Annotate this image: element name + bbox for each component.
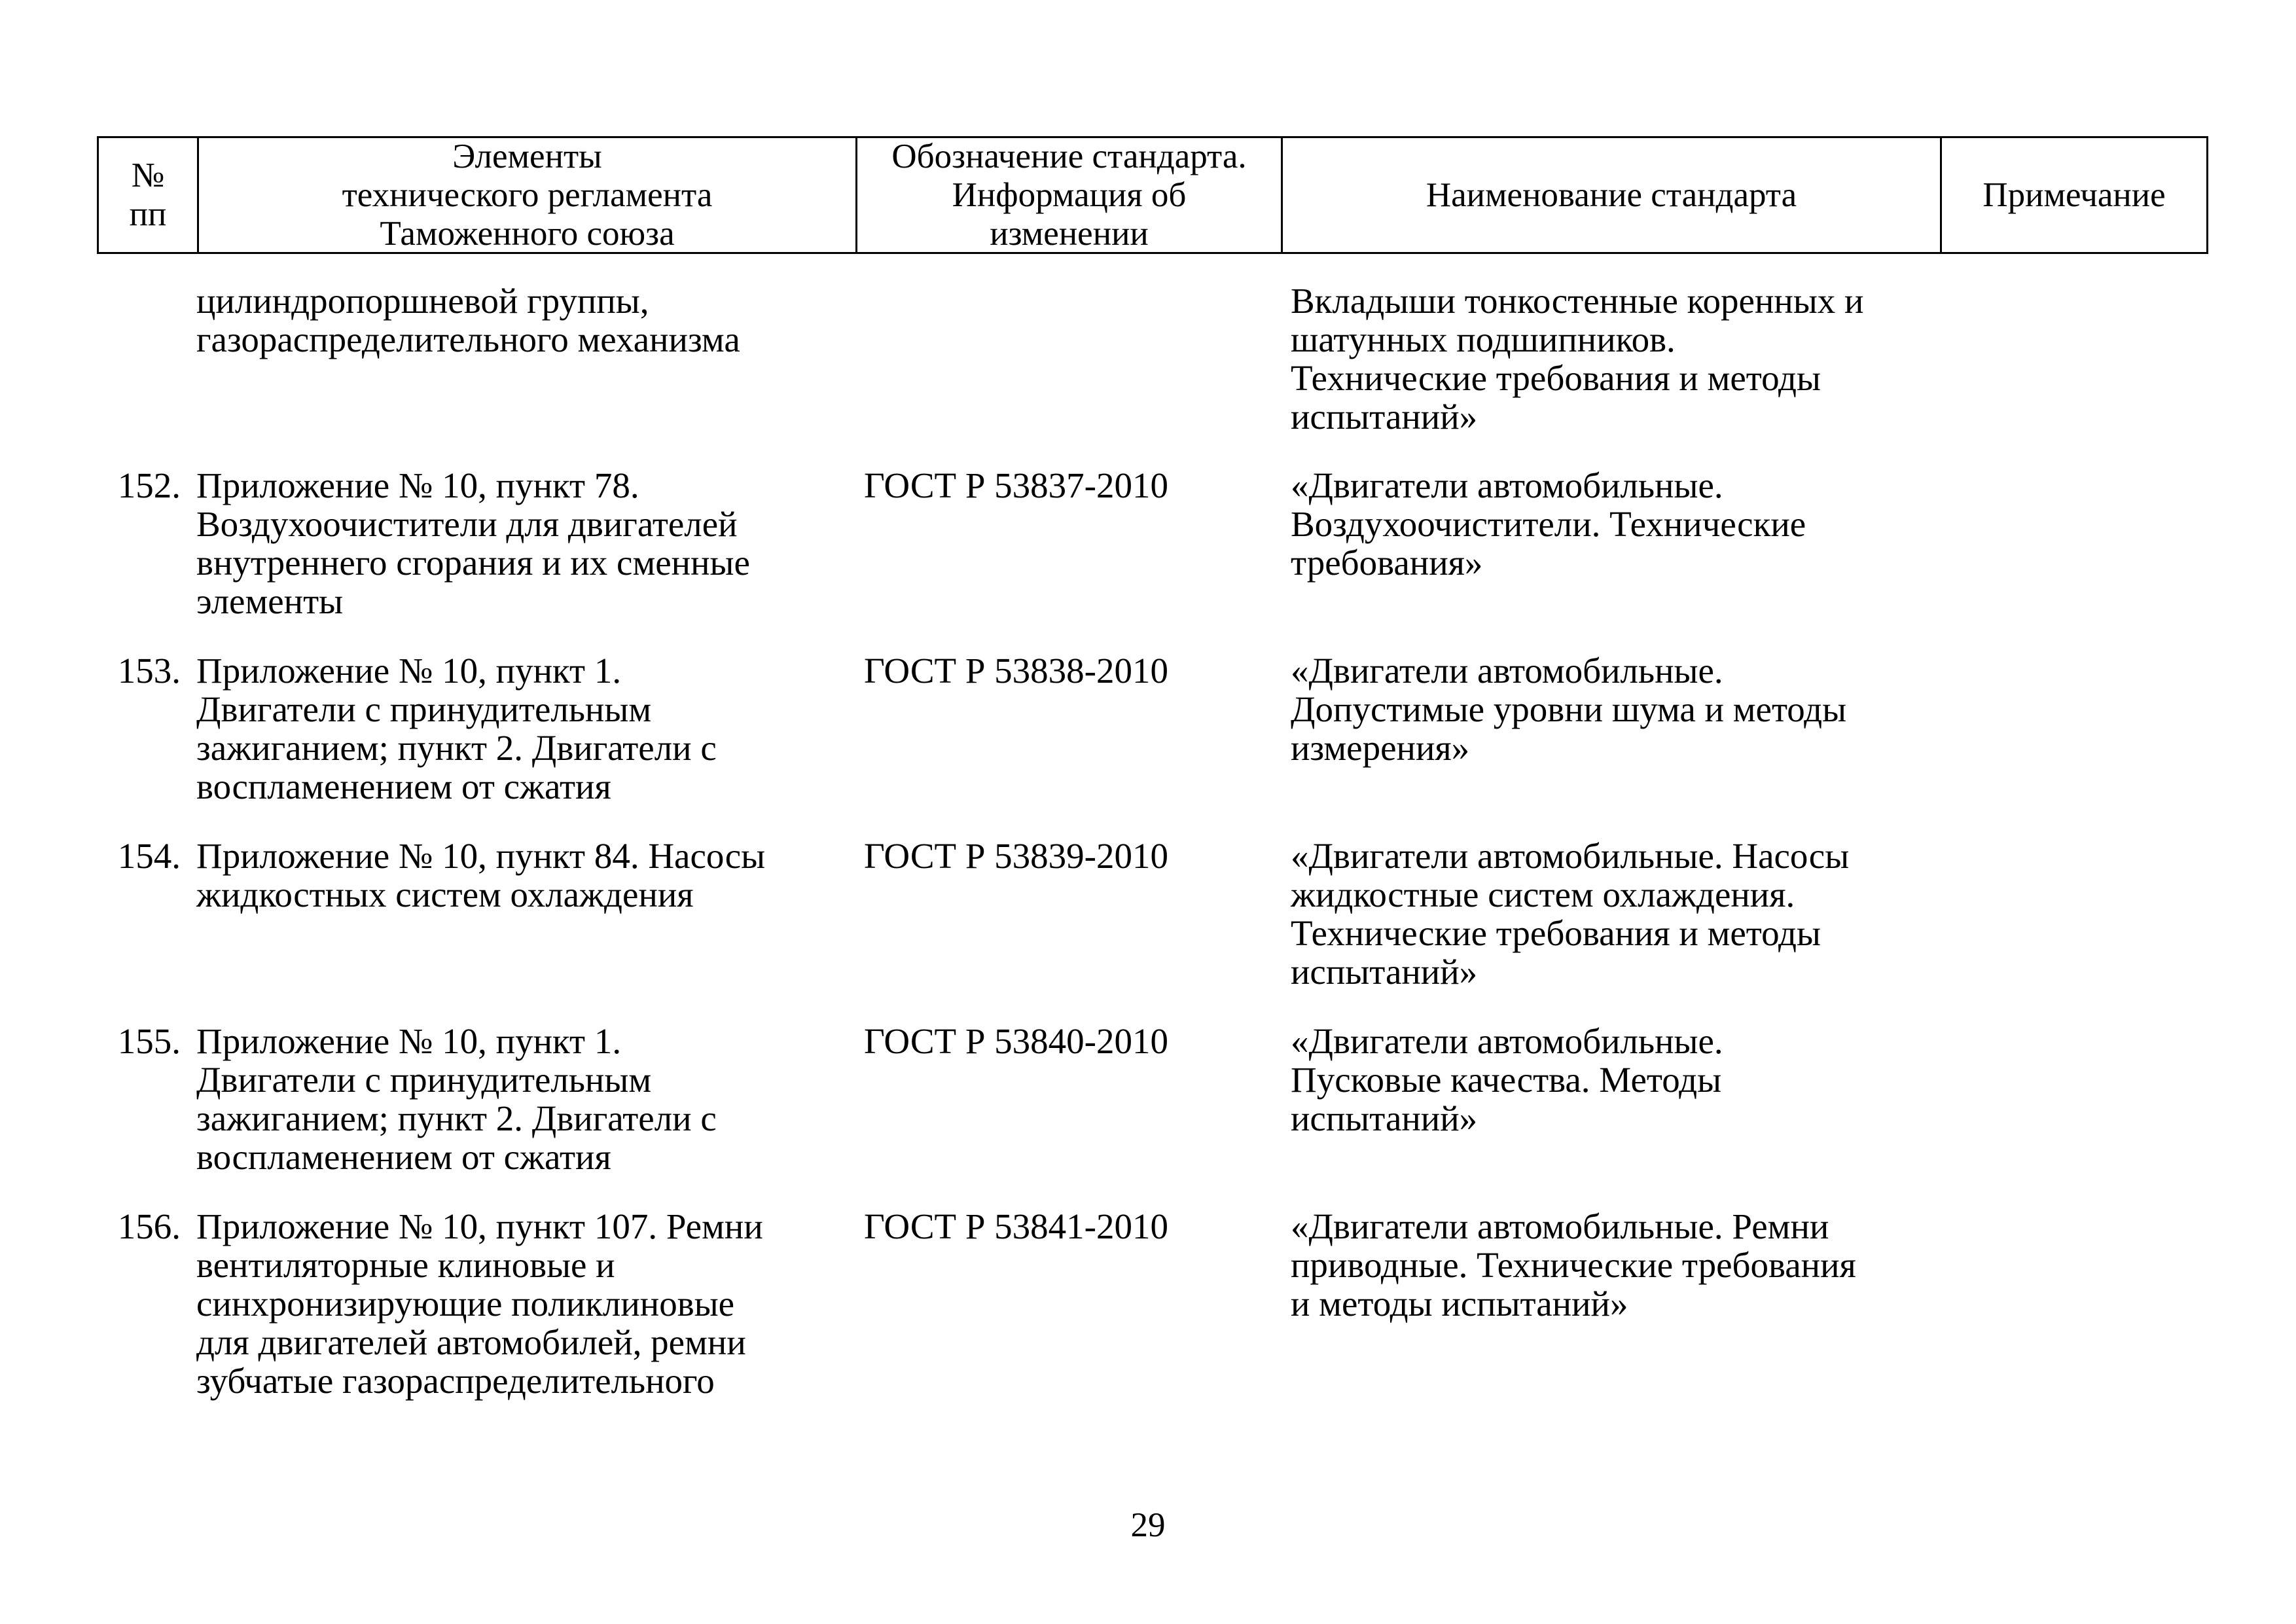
- table-row: [97, 1022, 2208, 1176]
- row-standard-designation: ГОСТ Р 53838-2010: [864, 651, 1169, 691]
- row-number: 152.: [117, 465, 181, 505]
- page-number: 29: [1130, 1506, 1166, 1544]
- row-regulation-element: Приложение № 10, пункт 84. Насосы жидкостных систем охлаждения: [196, 836, 766, 914]
- header-standard-name: Наименование стандарта: [1281, 138, 1940, 252]
- row-regulation-element: Приложение № 10, пункт 1. Двигатели с принудительным зажиганием; пункт 2. Двигатели с воспламенением от сжатия: [196, 1021, 717, 1177]
- table-header: [97, 136, 2208, 254]
- row-standard-designation: ГОСТ Р 53839-2010: [864, 836, 1169, 876]
- table-row: [97, 466, 2208, 621]
- row-standard-designation: ГОСТ Р 53841-2010: [864, 1206, 1169, 1246]
- row-standard-designation: ГОСТ Р 53840-2010: [864, 1021, 1169, 1061]
- header-standard-designation: Обозначение стандарта. Информация об изменении: [855, 138, 1281, 252]
- row-standard-name: «Двигатели автомобильные. Пусковые качества. Методы испытаний»: [1291, 1021, 1723, 1138]
- table-body: [97, 281, 2208, 1431]
- row-number: 155.: [117, 1021, 181, 1061]
- table-row: [97, 837, 2208, 991]
- row-regulation-element: Приложение № 10, пункт 1. Двигатели с принудительным зажиганием; пункт 2. Двигатели с воспламенением от сжатия: [196, 651, 717, 806]
- table-row: [97, 651, 2208, 806]
- row-regulation-element: Приложение № 10, пункт 107. Ремни вентиляторные клиновые и синхронизирующие поликлиновые для двигателей автомобилей, ремни зубчатые газораспределительного: [196, 1206, 763, 1401]
- row-regulation-element: цилиндропоршневой группы, газораспределительного механизма: [196, 281, 740, 359]
- row-regulation-element: Приложение № 10, пункт 78. Воздухоочистители для двигателей внутреннего сгорания и их сменные элементы: [196, 465, 750, 621]
- row-standard-designation: ГОСТ Р 53837-2010: [864, 465, 1169, 505]
- header-note: Примечание: [1940, 138, 2206, 252]
- table-row: [97, 281, 2208, 436]
- header-number: № пп: [129, 156, 167, 233]
- table-row: [97, 1207, 2208, 1400]
- row-standard-name: «Двигатели автомобильные. Насосы жидкостные систем охлаждения. Технические требования и методы испытаний»: [1291, 836, 1850, 992]
- header-regulation-elements: Элементы технического регламента Таможенного союза: [197, 138, 855, 252]
- row-number: 156.: [117, 1206, 181, 1246]
- row-number: 153.: [117, 651, 181, 691]
- row-standard-name: «Двигатели автомобильные. Воздухоочистители. Технические требования»: [1291, 465, 1806, 583]
- row-standard-name: «Двигатели автомобильные. Ремни приводные. Технические требования и методы испытаний»: [1291, 1206, 1856, 1324]
- row-number: 154.: [117, 836, 181, 876]
- row-standard-name: «Двигатели автомобильные. Допустимые уровни шума и методы измерения»: [1291, 651, 1847, 768]
- row-standard-name: Вкладыши тонкостенные коренных и шатунных подшипников. Технические требования и методы испытаний»: [1291, 281, 1864, 437]
